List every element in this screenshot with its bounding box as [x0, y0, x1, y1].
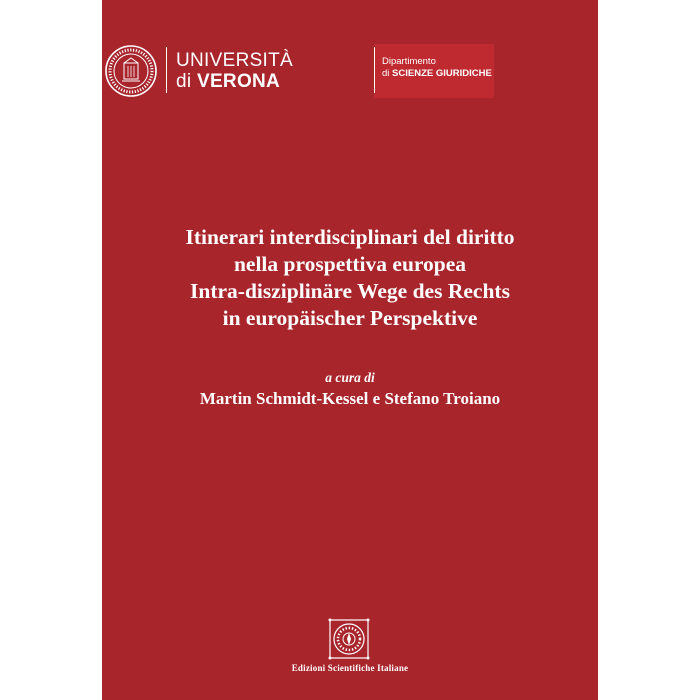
department-line-2-prefix: di	[382, 68, 390, 79]
title-line-3: Intra-disziplinäre Wege des Rechts	[190, 279, 510, 303]
department-divider	[374, 47, 375, 93]
book-title	[102, 224, 598, 332]
university-city: VERONA	[196, 71, 281, 92]
logo-divider	[166, 47, 167, 93]
publisher-emblem-icon	[328, 618, 370, 660]
university-name	[176, 50, 293, 92]
university-logo	[104, 44, 492, 98]
department-line-2	[382, 68, 492, 80]
university-seal-icon	[104, 44, 158, 98]
department-line-1: Dipartimento	[382, 56, 436, 67]
book-cover	[102, 0, 598, 700]
department-panel	[374, 44, 494, 98]
publisher-name: Edizioni Scientifiche Italiane	[291, 663, 409, 673]
editors: Martin Schmidt-Kessel e Stefano Troiano	[199, 389, 501, 408]
title-line-1: Itinerari interdisciplinari del diritto	[185, 225, 515, 249]
title-line-2: nella prospettiva europea	[233, 252, 467, 276]
title-line-4: in europäischer Perspektive	[222, 306, 478, 330]
department-name	[382, 56, 492, 80]
university-line-1: UNIVERSITÀ	[176, 50, 294, 71]
university-line-2	[176, 71, 293, 92]
university-line-2-prefix: di	[176, 71, 192, 92]
curator-label: a cura di	[325, 370, 375, 385]
department-subject: SCIENZE GIURIDICHE	[392, 68, 492, 79]
